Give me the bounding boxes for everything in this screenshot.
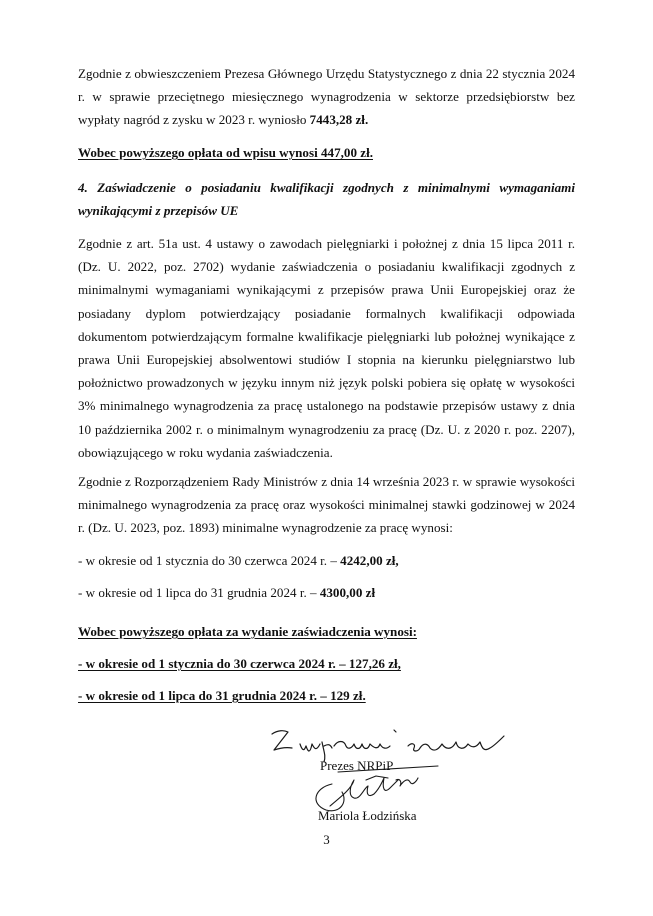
section-heading-4: 4. Zaświadczenie o posiadaniu kwalifikacji zgodnych z minimalnymi wymaganiami wynikającymi z przepisów UE [78, 180, 575, 218]
fee-statement-entry: Wobec powyższego opłata od wpisu wynosi 447,00 zł. [78, 145, 373, 160]
wage-period-2 [78, 581, 375, 604]
paragraph-legal-basis: Zgodnie z art. 51a ust. 4 ustawy o zawodach pielęgniarki i położnej z dnia 15 lipca 2011 r. (Dz. U. 2022, poz. 2702) wydanie zaświadczenia o posiadaniu kwalifikacji zgodnych z minimalnymi wymaganiami wynikającymi z przepisów prawa Unii Europejskiej oraz że posiadany dyplom potwierdzający posiadanie formalnych kwalifikacji odpowiada dokumentom potwierdzającym formalne kwalifikacje pielęgniarki lub położnej wynikające z prawa Unii Europejskiej absolwentowi studiów I stopnia na kierunku pielęgniarstwo lub położnictwo prowadzonych w języku innym niż język polski pobiera się opłatę w wysokości 3% minimalnego wynagrodzenia za pracę ustalonego na podstawie przepisów ustawy z dnia 10 października 2002 r. o minimalnym wynagrodzeniu za pracę (Dz. U. z 2020 r. poz. 2207), obowiązującego w roku wydania zaświadczenia. [78, 236, 575, 460]
average-salary-amount: 7443,28 zł. [309, 112, 369, 128]
signatory-title: Prezes NRPiP [320, 758, 394, 773]
signatory-name: Mariola Łodzińska [318, 808, 417, 823]
paragraph-average-salary-text: Zgodnie z obwieszczeniem Prezesa Głównego Urzędu Statystycznego z dnia 22 stycznia 2024 r. w sprawie przeciętnego miesięcznego wynagrodzenia w sektorze przedsiębiorstw bez wypłaty nagród z zysku w 2023 r. wyniosło [78, 66, 575, 128]
paragraph-average-salary [78, 62, 575, 132]
signature-block [268, 722, 528, 832]
fee-statement-certificate: Wobec powyższego opłata za wydanie zaświadczenia wynosi: [78, 624, 417, 639]
wage-period-1-label: - w okresie od 1 stycznia do 30 czerwca 2024 r. – [78, 553, 341, 568]
wage-period-1 [78, 549, 399, 572]
wage-period-2-amount: 4300,00 zł [319, 585, 376, 600]
fee-period-1: - w okresie od 1 stycznia do 30 czerwca 2024 r. – 127,26 zł, [78, 656, 401, 671]
wage-period-2-label: - w okresie od 1 lipca do 31 grudnia 2024 r. – [78, 585, 320, 600]
wage-period-1-amount: 4242,00 zł, [340, 553, 399, 568]
fee-period-2: - w okresie od 1 lipca do 31 grudnia 2024 r. – 129 zł. [78, 688, 366, 703]
paragraph-minimum-wage-regulation: Zgodnie z Rozporządzeniem Rady Ministrów z dnia 14 września 2023 r. w sprawie wysokości minimalnego wynagrodzenia za pracę oraz wysokości minimalnej stawki godzinowej w 2024 r. (Dz. U. 2023, poz. 1893) minimalne wynagrodzenie za pracę wynosi: [78, 474, 575, 536]
page-number: 3 [323, 832, 330, 847]
